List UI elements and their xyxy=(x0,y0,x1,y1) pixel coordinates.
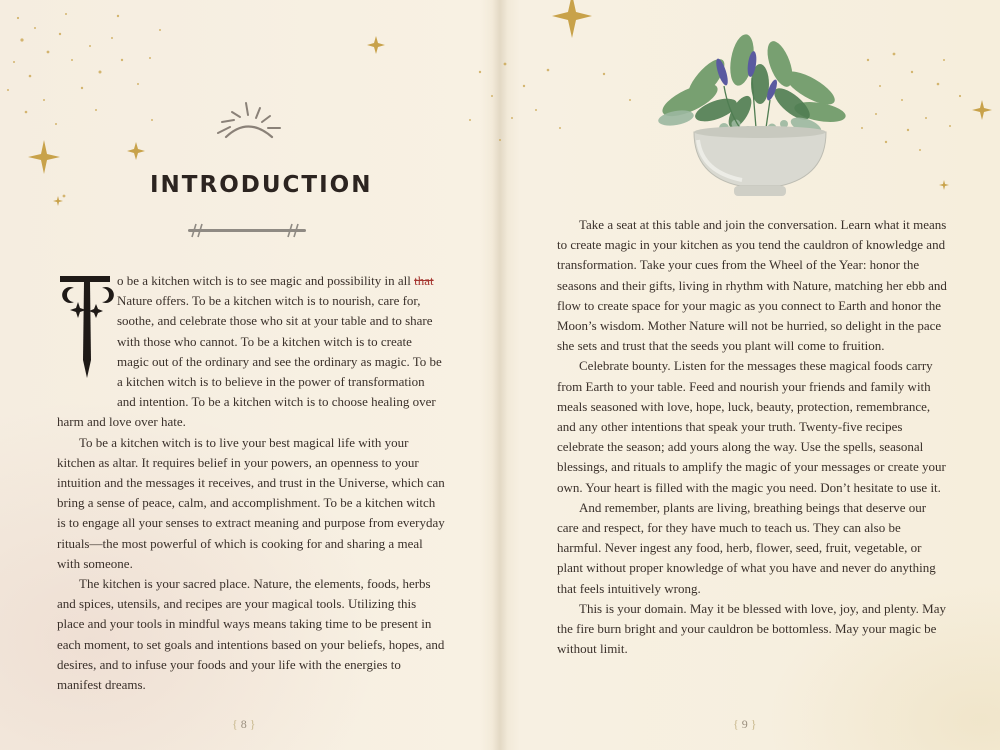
right-paragraph-3: And remember, plants are living, breathing beings that deserve our care and respect, for they have much to teach us. They can also be harmful. Never ingest any food, herb, flower, seed, fruit, vegetable, or plant without proper knowledge of what you have and never do anything that feels intuitively wrong. xyxy=(557,499,936,596)
herb-bowl-illustration-icon xyxy=(657,32,847,196)
page-number-right xyxy=(733,717,757,732)
sparkle-star-icon xyxy=(367,36,385,54)
gold-speckles-left xyxy=(7,13,161,197)
left-paragraph-2: To be a kitchen witch is to live your best magical life with your kitchen as altar. It requires belief in your powers, an openness to your intuition and the messages it receives, and trust in the Universe, which can bring a sense of peace, calm, and accomplishment. To be a kitchen witch is to engage all your senses to extract meaning and purpose from everyday rituals—the most powerful of which is cooking for and sharing a meal with someone. xyxy=(57,434,445,571)
left-paragraph-1-lead: o be a kitchen witch is to see magic and possibility in all xyxy=(117,273,415,288)
right-paragraph-2: Celebrate bounty. Listen for the messages these magical foods carry from Earth to your table. Feed and nourish your friends and family with meals seasoned with love, hope, luck, beauty, protection, remembrance, and any other intentions that speak your truth. Twenty-five recipes celebrate the season; add yours along the way. Use the spells, seasonal blessings, and rituals to amplify the magic of your messages or create your own. Your heart is filled with the magic you need. Don’t hesitate to use it. xyxy=(557,358,946,495)
sparkle-star-icon xyxy=(552,0,592,38)
left-paragraph-1 xyxy=(57,271,445,433)
sparkle-star-icon xyxy=(53,196,63,206)
sparkle-star-icon xyxy=(972,100,992,120)
sunburst-ornament-icon xyxy=(218,103,280,137)
page-title: INTRODUCTION xyxy=(150,172,373,198)
left-paragraph-3: The kitchen is your sacred place. Nature, the elements, foods, herbs and spices, utensils, and recipes are your magical tools. Utilizing this place and your tools in mindful ways means taking time to be present in each moment, to set goals and intentions based on your beliefs, hopes, and desires, and to infuse your foods and your life with the energies to manifest dreams. xyxy=(57,576,445,693)
folio-bracket-close: } xyxy=(750,717,757,731)
struck-word: that xyxy=(414,273,434,288)
page-number-right-value: 9 xyxy=(741,717,748,731)
dropcap xyxy=(57,271,115,411)
divider-ornament-icon xyxy=(188,224,306,237)
right-paragraph-1: Take a seat at this table and join the conversation. Learn what it means to create magic in your kitchen as you tend the cauldron of knowledge and transformation. Take your cues from the Wheel of the Year: honor the seasons and their gifts, living in rhythm with Nature, matching her ebb and flow to create space for your magic as you connect to Earth and honor the Moon’s wisdom. Mother Nature will not be hurried, so delight in the pace she sets and trust that the seeds you plant will come to fruition. xyxy=(557,217,947,354)
left-page-body xyxy=(57,271,445,695)
folio-bracket-close: } xyxy=(249,717,256,731)
right-paragraph-4: This is your domain. May it be blessed with love, joy, and plenty. May the fire burn bright and your cauldron be bottomless. May your magic be without limit. xyxy=(557,600,946,657)
sparkle-star-icon xyxy=(939,180,949,190)
folio-bracket-open: { xyxy=(232,717,238,731)
page-number-left-value: 8 xyxy=(240,717,247,731)
page-number-left xyxy=(232,717,256,732)
sparkle-star-icon xyxy=(28,140,60,174)
sparkle-star-icon xyxy=(127,142,145,160)
folio-bracket-open: { xyxy=(733,717,739,731)
right-page-body xyxy=(557,215,947,659)
left-paragraph-1-rest: Nature offers. To be a kitchen witch is to nourish, care for, soothe, and celebrate those who sit at your table and to share with those who cannot. To be a kitchen witch is to create magic out of the ordinary and see the ordinary as magic. To be a kitchen witch is to believe in the power of transformation and intention. To be a kitchen witch is to choose healing over harm and love over hate. xyxy=(57,293,442,430)
